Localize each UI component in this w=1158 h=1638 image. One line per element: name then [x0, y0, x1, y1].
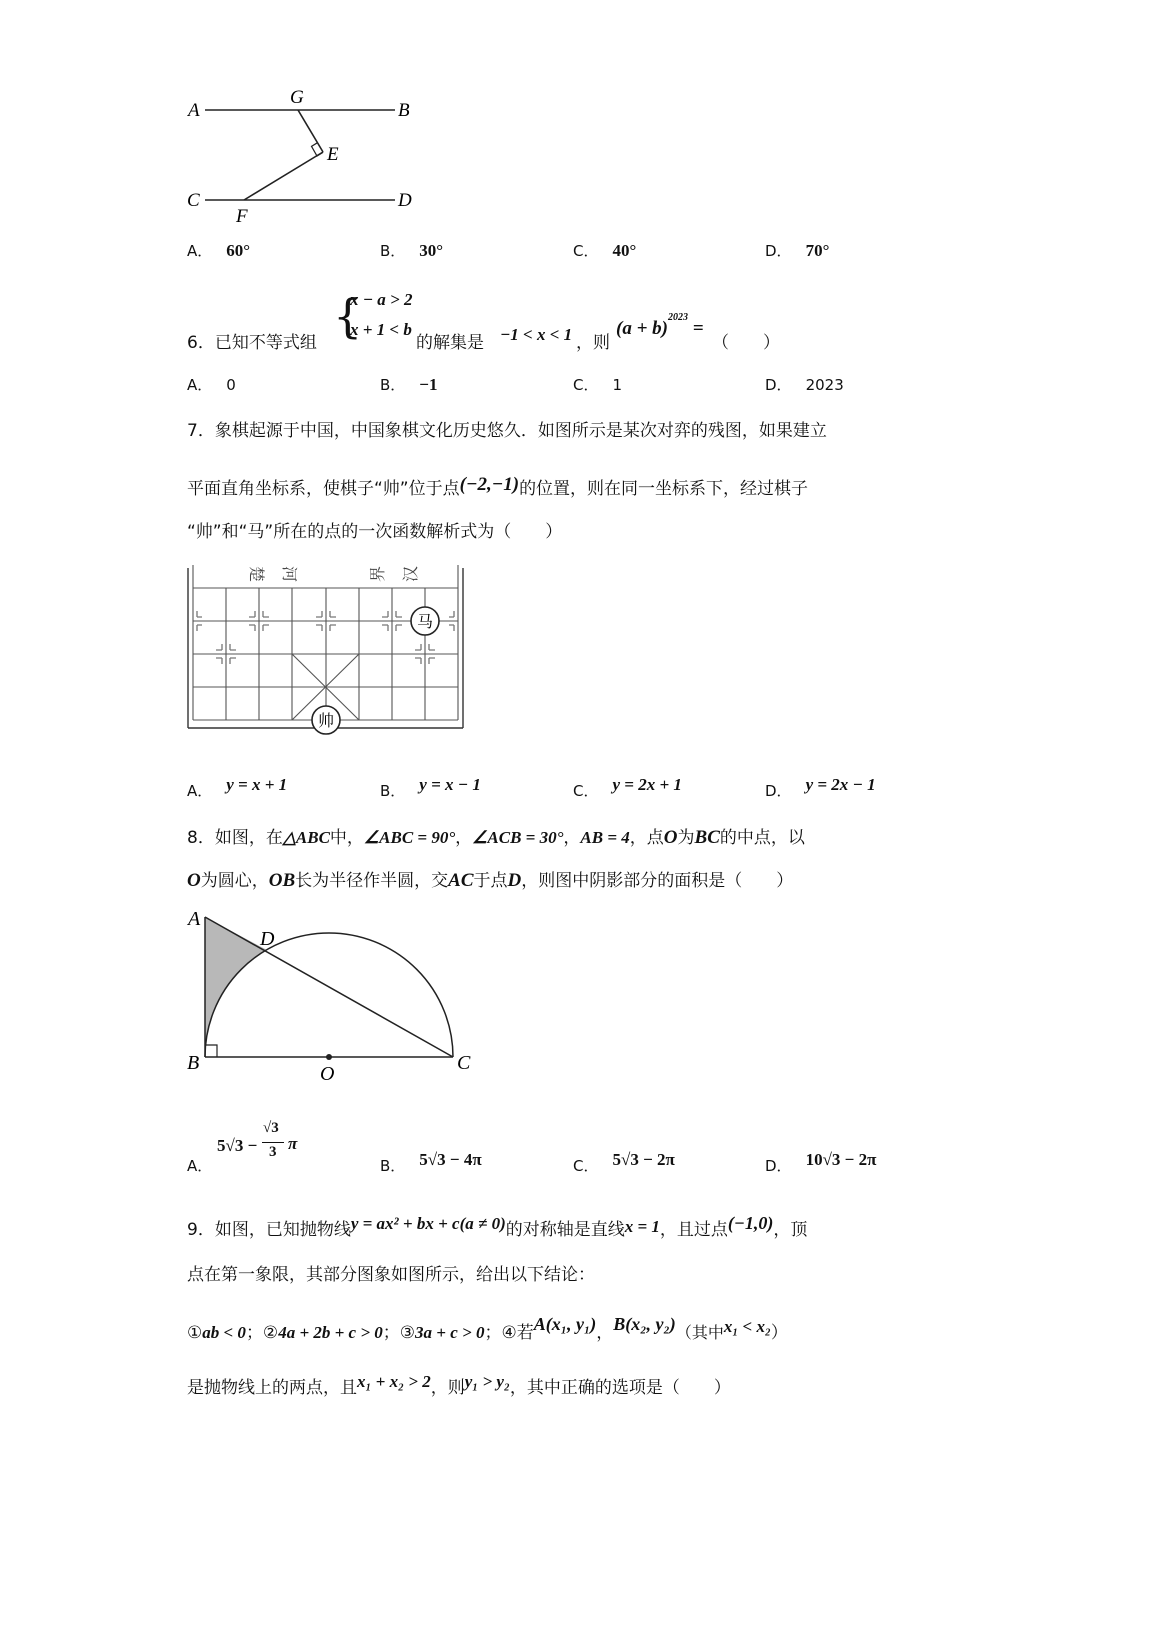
option-label: D．	[765, 782, 792, 800]
river-char-he: 河	[280, 566, 297, 583]
q8-option-d[interactable]	[765, 1150, 876, 1176]
q7-line-1: 7．象棋起源于中国，中国象棋文化历史悠久．如图所示是某次对弈的残图，如果建立	[187, 421, 827, 441]
q6-inequality-1: x − a > 2	[350, 290, 413, 309]
option-label: D．	[765, 1157, 792, 1175]
q6-solution-range: −1 < x < 1	[500, 325, 573, 344]
shaded-region	[205, 917, 267, 1057]
q6-inequality-2: x + 1 < b	[350, 320, 412, 339]
q5-option-c[interactable]	[573, 240, 636, 261]
option-value: 5√3 − 4π	[419, 1150, 482, 1169]
q6-option-b[interactable]	[380, 374, 437, 395]
option-a-fraction-bar	[262, 1142, 284, 1143]
q9-line-1: 9．如图，已知抛物线y = ax² + bx + c(a ≠ 0)的对称轴是直线x = 1，且过点(−1,0)，顶	[187, 1213, 808, 1240]
segment-ac	[205, 917, 453, 1057]
river-char-chu: 楚	[247, 566, 264, 583]
option-label: C．	[573, 1157, 599, 1175]
option-value: 30°	[419, 241, 444, 260]
option-value: 0	[226, 376, 236, 394]
label-C: C	[187, 190, 200, 211]
segment-ef	[244, 152, 323, 200]
option-a-numerator: √3	[263, 1120, 279, 1136]
q6-option-d[interactable]	[765, 374, 844, 395]
q8-option-a[interactable]	[187, 1120, 357, 1175]
option-value: 10√3 − 2π	[805, 1150, 877, 1169]
q6-option-a[interactable]	[187, 374, 236, 395]
q9-line-2: 点在第一象限，其部分图象如图所示，给出以下结论：	[187, 1265, 595, 1285]
option-value: y = x − 1	[419, 775, 481, 794]
option-value: 2023	[805, 376, 844, 394]
q9-line-4: 是抛物线上的两点，且x₁ + x₂ > 2，则y₁ > y₂，其中正确的选项是（ ）	[187, 1372, 731, 1398]
option-label: A．	[187, 242, 213, 260]
option-value: 60°	[226, 241, 251, 260]
q7-option-c[interactable]	[573, 775, 682, 801]
label-C: C	[457, 1052, 471, 1074]
q6-answer-paren: （ ）	[712, 333, 780, 353]
option-a-pi: π	[288, 1134, 298, 1153]
q5-option-b[interactable]	[380, 240, 443, 261]
label-O: O	[320, 1063, 335, 1085]
label-D: D	[260, 928, 275, 950]
option-label: A．	[187, 782, 213, 800]
option-label: A．	[187, 1157, 213, 1175]
option-a-lead: 5√3 −	[217, 1136, 258, 1155]
q6-expression: $(a + b)^{2023}$ =	[616, 312, 704, 339]
option-label: C．	[573, 782, 599, 800]
river-char-jie: 界	[370, 565, 387, 582]
figure-q8-semicircle	[180, 905, 480, 1085]
q7-option-b[interactable]	[380, 775, 481, 801]
center-point-o	[326, 1054, 332, 1060]
label-B: B	[398, 100, 410, 121]
option-label: A．	[187, 376, 213, 394]
q8-option-c[interactable]	[573, 1150, 675, 1176]
option-label: D．	[765, 376, 792, 394]
option-label: B．	[380, 376, 406, 394]
figure-q5-parallel-lines	[180, 80, 420, 230]
option-value: y = 2x − 1	[805, 775, 876, 794]
option-value: 40°	[612, 241, 637, 260]
q6-brace: {	[333, 289, 363, 343]
option-label: B．	[380, 242, 406, 260]
q6-text-then: ，则	[576, 333, 610, 353]
q7-option-a[interactable]	[187, 775, 287, 801]
label-B: B	[187, 1052, 200, 1074]
q6-option-c[interactable]	[573, 374, 622, 395]
figure-q7-chess-board	[183, 560, 473, 750]
option-a-denominator: 3	[269, 1144, 277, 1160]
option-value: 70°	[805, 241, 830, 260]
q6-text-lead: 6．已知不等式组	[187, 333, 317, 353]
option-value: y = 2x + 1	[612, 775, 682, 794]
q7-line-2: 平面直角坐标系，使棋子“帅”位于点(−2,−1)的位置，则在同一坐标系下，经过棋子	[187, 474, 809, 499]
segment-ge	[298, 110, 323, 152]
q5-option-d[interactable]	[765, 240, 829, 261]
horse-piece-label: 马	[417, 614, 434, 631]
q8-option-b[interactable]	[380, 1150, 482, 1176]
label-D: D	[398, 190, 412, 211]
option-label: C．	[573, 242, 599, 260]
label-G: G	[290, 87, 304, 108]
general-piece-label: 帅	[318, 713, 335, 730]
option-label: B．	[380, 1157, 406, 1175]
q8-line-1: 8．如图，在△ABC中，∠ABC = 90°，∠ACB = 30°，AB = 4，点O为BC的中点，以	[187, 827, 805, 848]
q6-text-mid: 的解集是	[416, 333, 484, 353]
option-value: −1	[419, 375, 438, 394]
board-grid	[193, 565, 458, 720]
option-value: y = x + 1	[226, 775, 288, 794]
label-E: E	[327, 144, 339, 165]
label-A: A	[188, 908, 201, 930]
q7-option-d[interactable]	[765, 775, 876, 801]
right-angle-mark	[205, 1045, 217, 1057]
label-A: A	[188, 100, 200, 121]
river-char-han: 汉	[403, 565, 420, 582]
q5-option-a[interactable]	[187, 240, 250, 261]
option-label: C．	[573, 376, 599, 394]
q9-line-3: ①ab < 0；②4a + 2b + c > 0；③3a + c > 0；④若A(x₁, y₁)，B(x₂, y₂)（其中x₁ < x₂）	[187, 1314, 788, 1343]
q7-line-3: “帅”和“马”所在的点的一次函数解析式为（ ）	[187, 522, 563, 542]
label-F: F	[236, 206, 248, 227]
option-label: B．	[380, 782, 406, 800]
option-value: 5√3 − 2π	[612, 1150, 675, 1169]
option-label: D．	[765, 242, 792, 260]
option-value: 1	[612, 376, 623, 394]
q8-line-2: O为圆心，OB长为半径作半圆，交AC于点D，则图中阴影部分的面积是（ ）	[187, 870, 794, 891]
